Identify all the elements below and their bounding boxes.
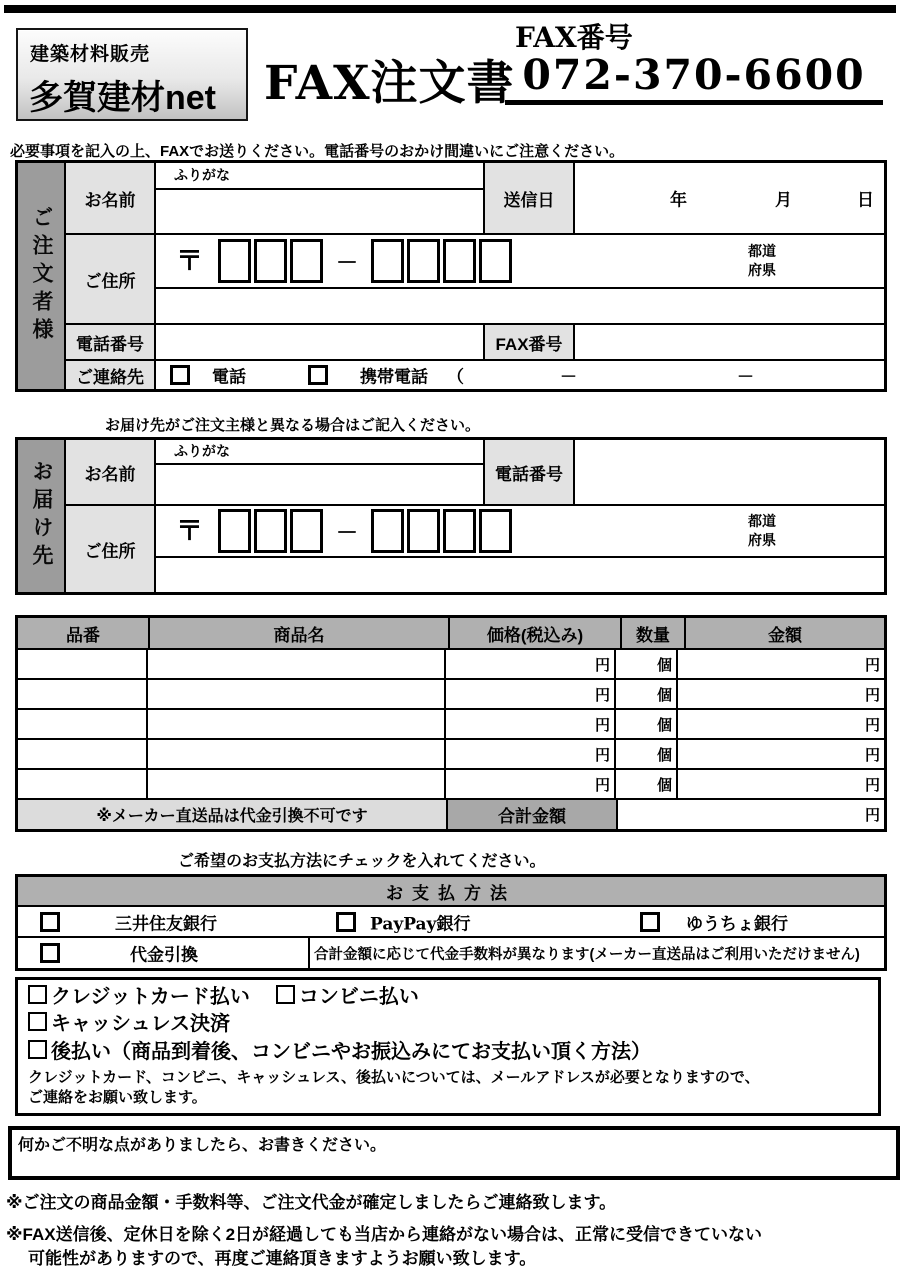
- yen-unit: 円: [864, 716, 880, 734]
- comments-prompt: 何かご不明な点がありましたら、お書きください。: [18, 1135, 387, 1154]
- konbini-label: コンビニ払い: [298, 986, 419, 1008]
- orderer-postal-row: [156, 235, 884, 289]
- credit-card-checkbox[interactable]: [28, 985, 47, 1004]
- prefecture-hint: 都道 府県: [748, 243, 776, 278]
- price-input[interactable]: [446, 770, 616, 798]
- footer-note-3: 可能性がありますので、再度ご連絡頂きますようお願い致します。: [28, 1249, 537, 1268]
- item-no-input[interactable]: [18, 770, 148, 798]
- cod-cell: [18, 938, 310, 968]
- orderer-phone-label: 電話番号: [66, 325, 156, 359]
- price-input[interactable]: [446, 680, 616, 708]
- postal-dash: －: [336, 249, 359, 275]
- quantity-input[interactable]: [616, 770, 678, 798]
- bank-yucho-label: ゆうちょ銀行: [686, 914, 788, 933]
- delivery-name-input[interactable]: [156, 465, 483, 504]
- cod-label: 代金引換: [130, 945, 198, 965]
- price-input[interactable]: [446, 650, 616, 678]
- month-unit: 月: [775, 190, 792, 210]
- orderer-address-label: ご住所: [66, 235, 156, 323]
- orderer-section: [15, 160, 887, 392]
- send-date-label: 送信日: [485, 163, 575, 233]
- cashless-line: [28, 1011, 868, 1038]
- product-name-input[interactable]: [148, 710, 446, 738]
- payment-method-header: お支払方法: [18, 877, 884, 907]
- prefecture-hint: 都道 府県: [748, 513, 776, 548]
- form-title: FAX注文書: [264, 56, 515, 111]
- contact-label: ご連絡先: [66, 361, 156, 389]
- total-label: 合計金額: [448, 800, 618, 829]
- piece-unit: 個: [656, 686, 672, 704]
- orderer-fax-input[interactable]: [575, 325, 884, 359]
- orderer-address-input[interactable]: [156, 289, 884, 323]
- orderer-name-label: お名前: [66, 163, 156, 233]
- item-row: [18, 710, 884, 740]
- footer-note-1: ※ご注文の商品金額・手数料等、ご注文代金が確定しましたらご連絡致します。: [6, 1193, 617, 1212]
- order-items-table: [15, 615, 887, 832]
- product-name-input[interactable]: [148, 740, 446, 768]
- postal-digit-box[interactable]: [371, 239, 404, 283]
- item-row: [18, 650, 884, 680]
- postal-dash: －: [336, 519, 359, 545]
- amount-input[interactable]: [678, 770, 884, 798]
- fill-in-instruction: 必要事項を記入の上、FAXでお送りください。電話番号のおかけ間違いにご注意ください。: [10, 143, 625, 160]
- contact-options: [156, 361, 884, 389]
- contact-mobile-option: 携帯電話: [360, 367, 428, 387]
- yen-unit: 円: [864, 746, 880, 764]
- quantity-input[interactable]: [616, 710, 678, 738]
- item-row: [18, 740, 884, 770]
- orderer-contact-row: [66, 361, 884, 389]
- items-total-row: [18, 800, 884, 829]
- cod-checkbox[interactable]: [40, 943, 60, 963]
- contact-dash-1: －: [560, 367, 577, 387]
- bank-yucho-checkbox[interactable]: [640, 912, 660, 932]
- piece-unit: 個: [656, 746, 672, 764]
- company-logo: [16, 28, 248, 121]
- total-amount-input[interactable]: [618, 800, 884, 829]
- postal-digit-box[interactable]: [407, 509, 440, 553]
- orderer-fax-label: FAX番号: [485, 325, 575, 359]
- payment-note: ご希望のお支払方法にチェックを入れてください。: [178, 853, 546, 870]
- item-row: [18, 770, 884, 800]
- delivery-note: お届け先がご注文主様と異なる場合はご記入ください。: [105, 417, 481, 434]
- col-quantity: 数量: [622, 618, 686, 648]
- cashless-checkbox[interactable]: [28, 1012, 47, 1031]
- orderer-furigana-label: ふりがな: [156, 163, 483, 190]
- amount-input[interactable]: [678, 650, 884, 678]
- bank-options-row: [18, 907, 884, 938]
- konbini-checkbox[interactable]: [276, 985, 295, 1004]
- delivery-furigana-label: ふりがな: [156, 440, 483, 465]
- cod-row: [18, 938, 884, 968]
- price-input[interactable]: [446, 740, 616, 768]
- day-unit: 日: [857, 190, 874, 210]
- yen-unit: 円: [864, 807, 880, 824]
- orderer-address-row: [66, 235, 884, 325]
- orderer-section-label: ご注文者様: [18, 163, 66, 389]
- postal-digit-box[interactable]: [443, 239, 476, 283]
- postal-digit-box[interactable]: [479, 509, 512, 553]
- delivery-section: [15, 437, 887, 595]
- orderer-name-row: [66, 163, 884, 235]
- logo-tagline: 建築材料販売: [30, 44, 151, 65]
- credit-card-label: クレジットカード払い: [51, 986, 250, 1008]
- atobarai-line: [28, 1038, 868, 1065]
- atobarai-label: 後払い（商品到着後、コンビニやお振込みにてお支払い頂く方法）: [51, 1039, 651, 1063]
- delivery-name-row: [66, 440, 884, 506]
- col-item-no: 品番: [18, 618, 150, 648]
- contact-paren: （: [447, 367, 464, 387]
- product-name-input[interactable]: [148, 770, 446, 798]
- quantity-input[interactable]: [616, 680, 678, 708]
- item-no-input[interactable]: [18, 650, 148, 678]
- piece-unit: 個: [656, 716, 672, 734]
- postal-mark: 〒: [176, 515, 203, 546]
- amount-input[interactable]: [678, 680, 884, 708]
- cod-fee-note: 合計金額に応じて代金手数料が異なります(メーカー直送品はご利用いただけません): [314, 946, 860, 963]
- postal-digit-box[interactable]: [254, 509, 287, 553]
- payment-method-table: [15, 874, 887, 971]
- piece-unit: 個: [656, 776, 672, 794]
- postal-digit-box[interactable]: [443, 509, 476, 553]
- orderer-phone-row: [66, 325, 884, 361]
- email-required-note: クレジットカード、コンビニ、キャッシュレス、後払いについては、メールアドレスが必要となりますので、 ご連絡をお願い致します。: [28, 1068, 760, 1106]
- yen-unit: 円: [594, 746, 610, 764]
- item-row: [18, 680, 884, 710]
- amount-input[interactable]: [678, 740, 884, 768]
- delivery-address-label: ご住所: [66, 506, 156, 592]
- fax-number-value: 072-370-6600: [522, 51, 866, 99]
- item-no-input[interactable]: [18, 680, 148, 708]
- yen-unit: 円: [864, 656, 880, 674]
- logo-brand: 多賀建材net: [29, 79, 216, 117]
- fax-number-label: FAX番号: [515, 21, 633, 54]
- delivery-section-label: お届け先: [18, 440, 66, 592]
- postal-digit-box[interactable]: [218, 509, 251, 553]
- postal-digit-box[interactable]: [407, 239, 440, 283]
- postal-digit-box[interactable]: [371, 509, 404, 553]
- yen-unit: 円: [864, 686, 880, 704]
- bank-smbc-label: 三井住友銀行: [115, 914, 217, 933]
- postal-digit-box[interactable]: [254, 239, 287, 283]
- item-no-input[interactable]: [18, 710, 148, 738]
- postal-digit-box[interactable]: [218, 239, 251, 283]
- yen-unit: 円: [594, 776, 610, 794]
- cashless-label: キャッシュレス決済: [51, 1013, 230, 1035]
- direct-ship-note: ※メーカー直送品は代金引換不可です: [18, 800, 448, 829]
- delivery-postal-row: [156, 506, 884, 558]
- yen-unit: 円: [864, 776, 880, 794]
- bank-paypay-checkbox[interactable]: [336, 912, 356, 932]
- postal-digit-box[interactable]: [290, 509, 323, 553]
- yen-unit: 円: [594, 716, 610, 734]
- bank-smbc-checkbox[interactable]: [40, 912, 60, 932]
- piece-unit: 個: [656, 656, 672, 674]
- price-input[interactable]: [446, 710, 616, 738]
- contact-phone-checkbox[interactable]: [170, 365, 190, 385]
- delivery-phone-label: 電話番号: [485, 440, 575, 504]
- items-header-row: [18, 618, 884, 650]
- yen-unit: 円: [594, 656, 610, 674]
- orderer-name-input[interactable]: [156, 190, 483, 233]
- orderer-phone-input[interactable]: [156, 325, 483, 359]
- top-divider-bar: [4, 5, 896, 13]
- yen-unit: 円: [594, 686, 610, 704]
- comments-input-box[interactable]: [8, 1126, 900, 1180]
- fax-number-block: [505, 23, 883, 105]
- other-payment-box: [15, 977, 881, 1116]
- postal-digit-box[interactable]: [479, 239, 512, 283]
- item-no-input[interactable]: [18, 740, 148, 768]
- postal-digit-box[interactable]: [290, 239, 323, 283]
- product-name-input[interactable]: [148, 650, 446, 678]
- delivery-phone-input[interactable]: [575, 440, 884, 504]
- col-price: 価格(税込み): [450, 618, 622, 648]
- delivery-address-input[interactable]: [156, 558, 884, 592]
- delivery-address-row: [66, 506, 884, 592]
- contact-phone-option: 電話: [212, 367, 246, 387]
- col-product-name: 商品名: [150, 618, 450, 648]
- quantity-input[interactable]: [616, 740, 678, 768]
- contact-mobile-checkbox[interactable]: [308, 365, 328, 385]
- atobarai-checkbox[interactable]: [28, 1040, 47, 1059]
- postal-mark: 〒: [176, 245, 203, 276]
- contact-dash-2: －: [737, 367, 754, 387]
- product-name-input[interactable]: [148, 680, 446, 708]
- delivery-name-label: お名前: [66, 440, 156, 504]
- page-header: [0, 13, 900, 138]
- credit-konbini-line: [28, 984, 868, 1011]
- year-unit: 年: [670, 190, 687, 210]
- col-amount: 金額: [686, 618, 884, 648]
- footer-note-2: ※FAX送信後、定休日を除く2日が経過しても当店から連絡がない場合は、正常に受信できていない: [6, 1225, 763, 1244]
- amount-input[interactable]: [678, 710, 884, 738]
- quantity-input[interactable]: [616, 650, 678, 678]
- bank-paypay-label: PayPay銀行: [370, 914, 471, 934]
- send-date-input[interactable]: [575, 163, 884, 233]
